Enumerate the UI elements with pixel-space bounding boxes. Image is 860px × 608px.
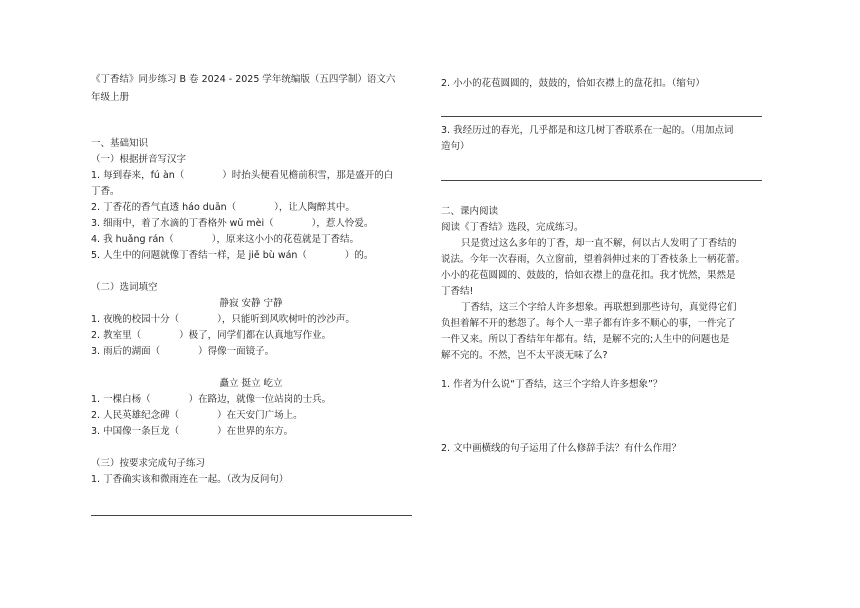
document-title-line1: 《丁香结》同步练习 B 卷 2024 - 2025 学年统编版（五四学制）语文六 [91, 74, 396, 85]
section-heading-reading: 二、课内阅读 [441, 206, 499, 217]
word-choice-question-5: 2. 人民英雄纪念碑（ ）在天安门广场上。 [91, 410, 303, 421]
word-bank-1: 静寂 安静 宁静 [219, 298, 283, 309]
answer-line[interactable] [91, 515, 412, 516]
word-choice-question-3: 3. 雨后的湖面（ ）得像一面镜子。 [91, 346, 275, 357]
sentence-question-3-cont: 造句） [441, 141, 470, 152]
passage-line: 一件又来。所以丁香结年年都有。结，是解不完的;人生中的问题也是 [441, 334, 730, 345]
answer-line[interactable] [441, 180, 762, 181]
word-choice-question-1: 1. 夜晚的校园十分（ ），只能听到风吹树叶的沙沙声。 [91, 314, 355, 325]
document-title-line2: 年级上册 [91, 92, 130, 103]
passage-line: 解不完的。不然，岂不太平淡无味了么? [441, 350, 608, 361]
pinyin-question-3: 3. 细雨中，着了水滴的丁香格外 wǔ mèi（ ），惹人怜爱。 [91, 218, 374, 229]
word-choice-question-6: 3. 中国像一条巨龙（ ）在世界的东方。 [91, 426, 294, 437]
passage-line: 说法。今年一次春雨，久立窗前，望着斜伸过来的丁香枝条上一柄花蕾。 [441, 254, 746, 265]
sentence-question-1: 1. 丁香确实该和微雨连在一起。（改为反问句） [91, 474, 289, 485]
subsection-heading-pinyin: （一）根据拼音写汉字 [91, 154, 187, 165]
pinyin-question-4: 4. 我 huǎng rán（ ），原来这小小的花苞就是丁香结。 [91, 234, 360, 245]
passage-line: 负担着解不开的愁怨了。每个人一辈子都有许多不顺心的事，一件完了 [441, 318, 736, 329]
pinyin-question-5: 5. 人生中的问题就像丁香结一样，是 jiě bù wán（ ）的。 [91, 250, 374, 261]
subsection-heading-word-choice: （二）选词填空 [91, 282, 158, 293]
sentence-question-2: 2. 小小的花苞圆圆的，鼓鼓的，恰如衣襟上的盘花扣。（缩句） [441, 78, 705, 89]
answer-line[interactable] [441, 116, 762, 117]
passage-line: 丁香结! [441, 286, 474, 297]
word-choice-question-4: 1. 一棵白杨（ ）在路边，就像一位站岗的士兵。 [91, 394, 332, 405]
reading-instructions: 阅读《丁香结》选段，完成练习。 [441, 222, 584, 233]
word-bank-2: 矗立 挺立 屹立 [219, 378, 283, 389]
word-choice-question-2: 2. 教室里（ ）极了，同学们都在认真地写作业。 [91, 330, 332, 341]
pinyin-question-1: 1. 每到春来，fú àn（ ）时抬头便看见檐前积雪，那是盛开的白 [91, 170, 394, 181]
reading-question-2: 2. 文中画横线的句子运用了什么修辞手法？有什么作用？ [441, 443, 682, 454]
pinyin-question-1-cont: 丁香。 [91, 186, 120, 197]
subsection-heading-sentences: （三）按要求完成句子练习 [91, 458, 206, 469]
passage-line: 只是赏过这么多年的丁香，却一直不解，何以古人发明了丁香结的 [461, 238, 737, 249]
pinyin-question-2: 2. 丁香花的香气直透 háo duān（ ），让人陶醉其中。 [91, 202, 355, 213]
reading-question-1: 1. 作者为什么说“丁香结，这三个字给人许多想象”？ [441, 379, 663, 390]
passage-line: 小小的花苞圆圆的、鼓鼓的，恰如衣襟上的盘花扣。我才恍然，果然是 [441, 270, 736, 281]
passage-line: 丁香结，这三个字给人许多想象。再联想到那些诗句，真觉得它们 [461, 302, 737, 313]
sentence-question-3: 3. 我经历过的春光，几乎都是和这几树丁香联系在一起的。（用加点词 [441, 125, 734, 136]
section-heading-basics: 一、基础知识 [91, 138, 149, 149]
